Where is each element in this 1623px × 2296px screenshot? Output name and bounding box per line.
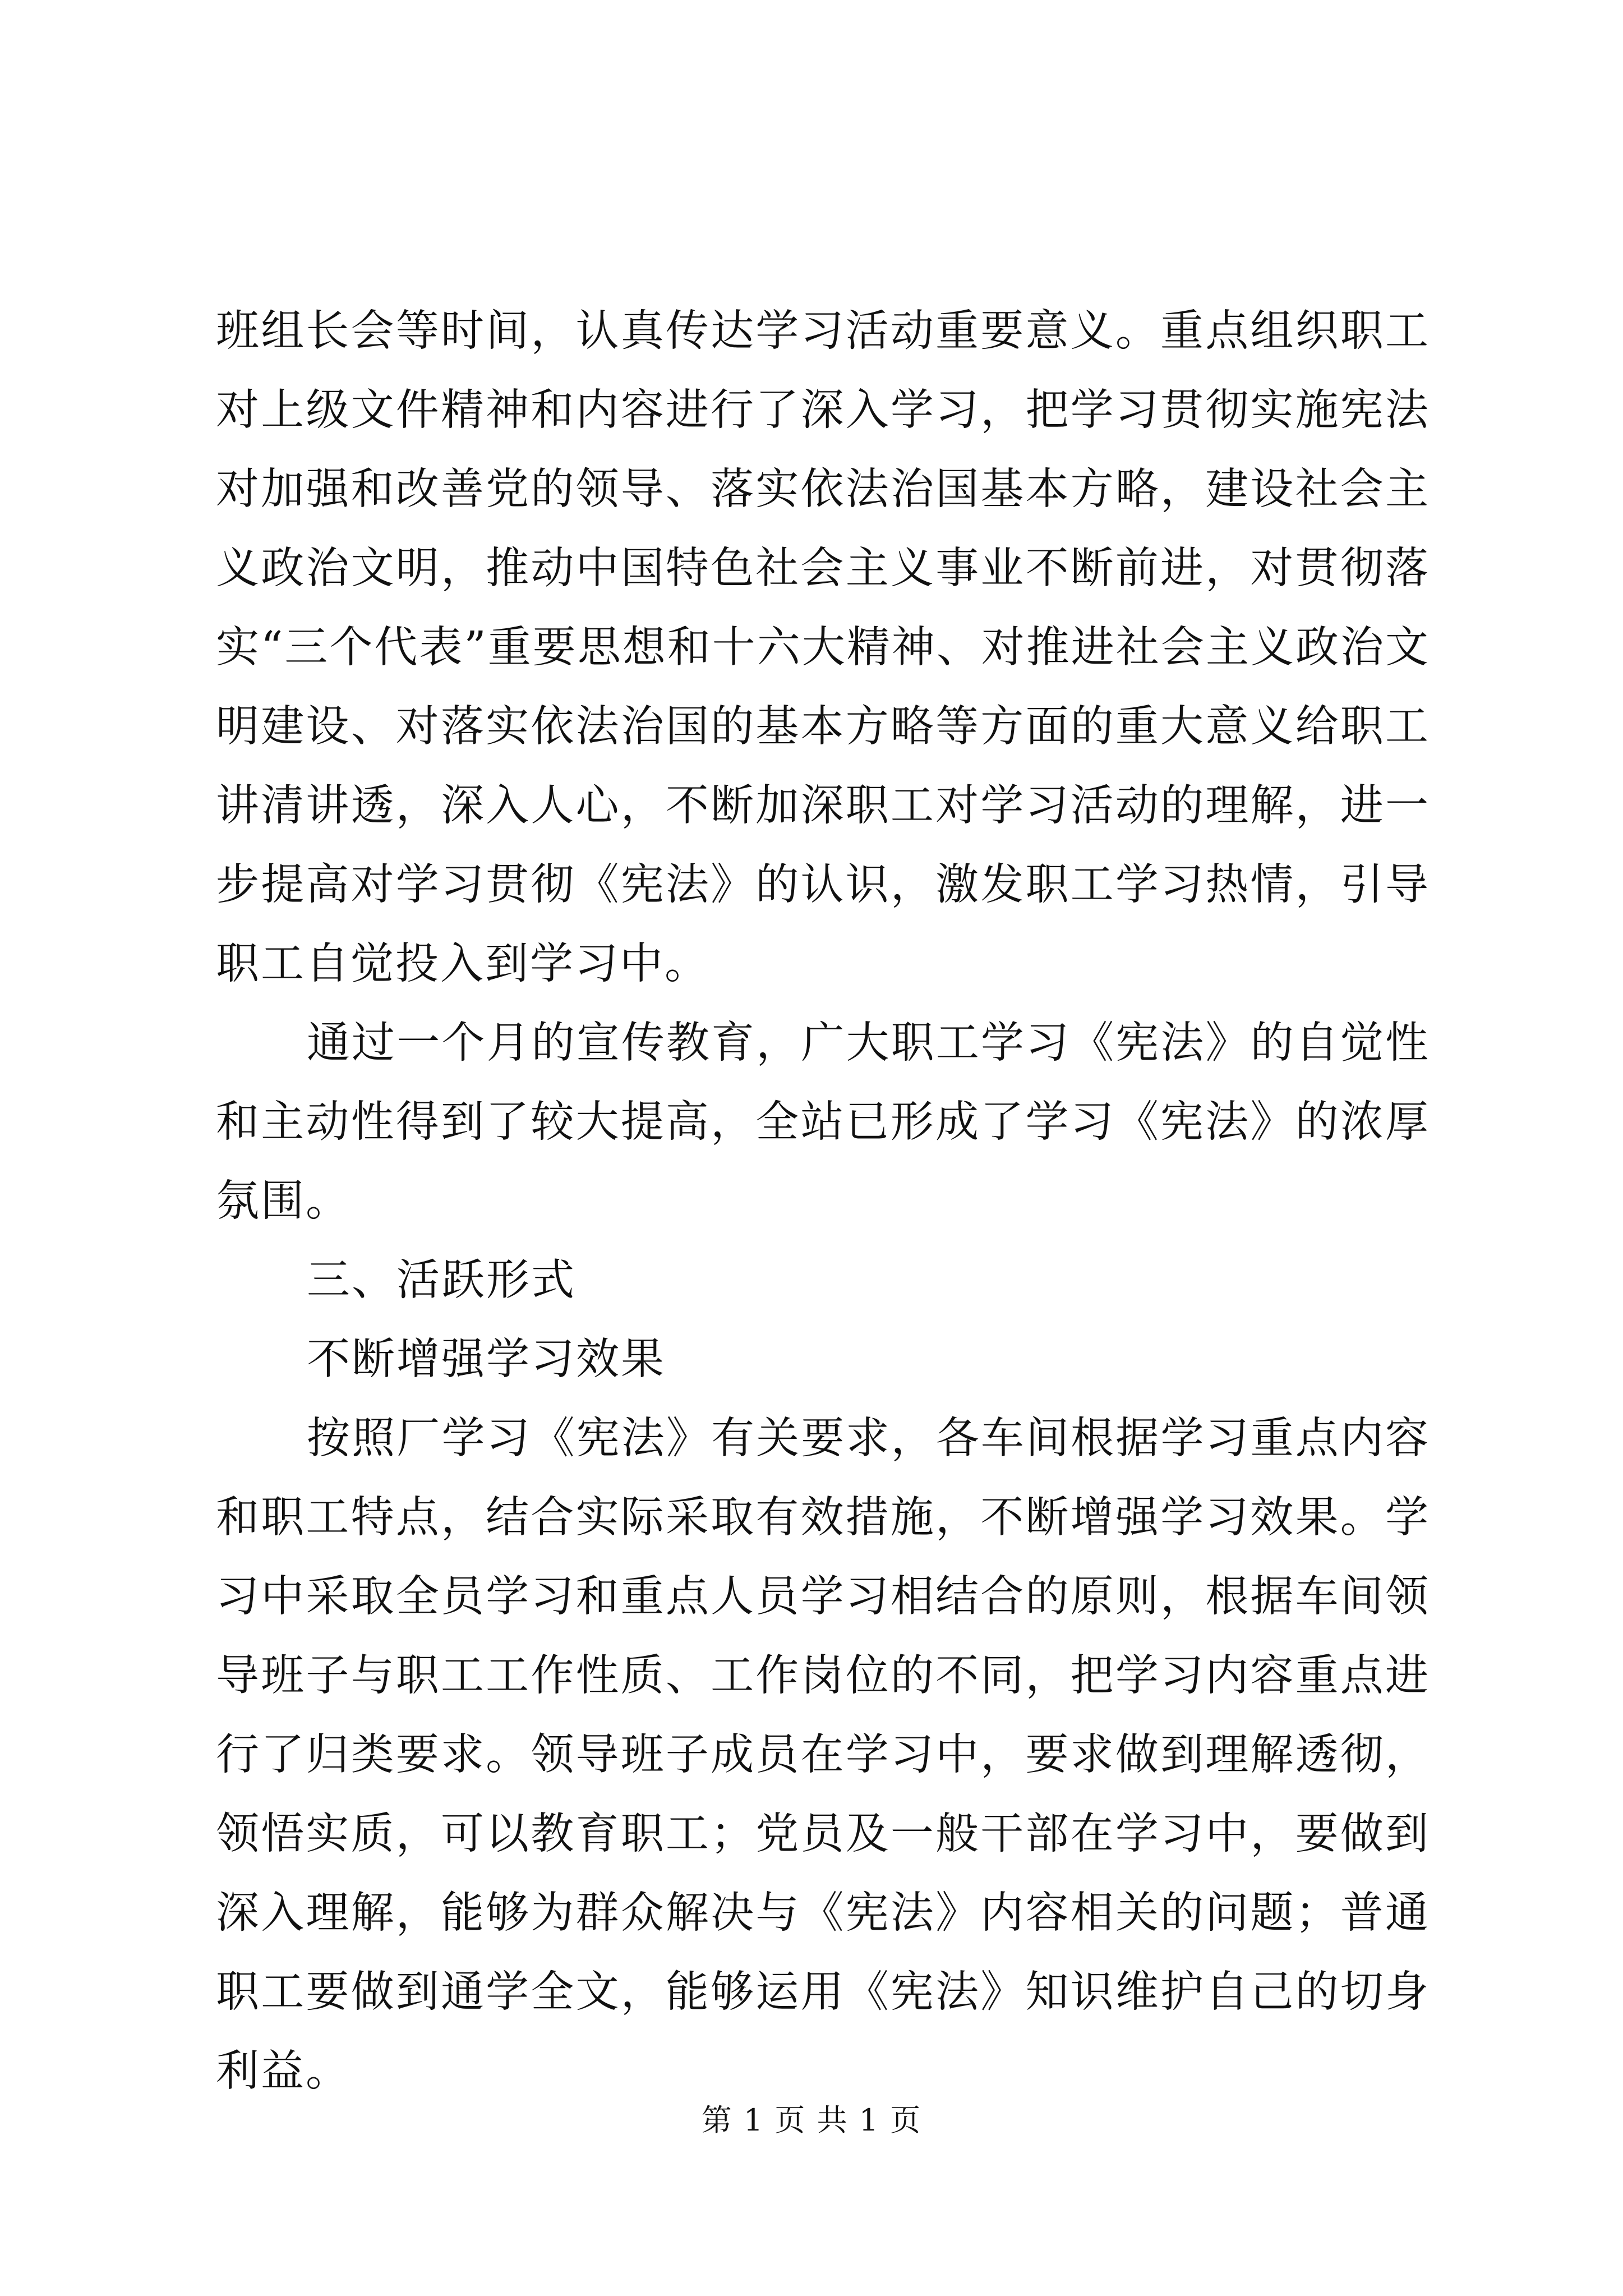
page-number-footer: 第 1 页 共 1 页 bbox=[701, 2102, 922, 2138]
paragraph-1: 班组长会等时间，认真传达学习活动重要意义。重点组织职工对上级文件精神和内容进行了深入学习，把学习贯彻实施宪法对加强和改善党的领导、落实依法治国基本方略，建设社会主义政治文明，推动中国特色社会主义事业不断前进，对贯彻落实“三个代表”重要思想和十六大精神、对推进社会主义政治文明建设、对落实依法治国的基本方略等方面的重大意义给职工讲清讲透，深入人心，不断加深职工对学习活动的理解，进一步提高对学习贯彻《宪法》的认识，激发职工学习热情，引导职工自觉投入到学习中。 bbox=[216, 306, 1430, 989]
section-heading: 三、活跃形式 bbox=[307, 1255, 576, 1305]
paragraph-2: 通过一个月的宣传教育，广大职工学习《宪法》的自觉性和主动性得到了较大提高，全站已形成了学习《宪法》的浓厚氛围。 bbox=[216, 1018, 1430, 1226]
paragraph-3: 按照厂学习《宪法》有关要求，各车间根据学习重点内容和职工特点，结合实际采取有效措施，不断增强学习效果。学习中采取全员学习和重点人员学习相结合的原则，根据车间领导班子与职工工作性质、工作岗位的不同，把学习内容重点进行了归类要求。领导班子成员在学习中，要求做到理解透彻，领悟实质，可以教育职工；党员及一般干部在学习中，要做到深入理解，能够为群众解决与《宪法》内容相关的问题；普通职工要做到通学全文，能够运用《宪法》知识维护自己的切身利益。 bbox=[216, 1414, 1430, 2096]
subsection-heading: 不断增强学习效果 bbox=[307, 1335, 666, 1384]
document-body bbox=[216, 292, 1430, 2111]
